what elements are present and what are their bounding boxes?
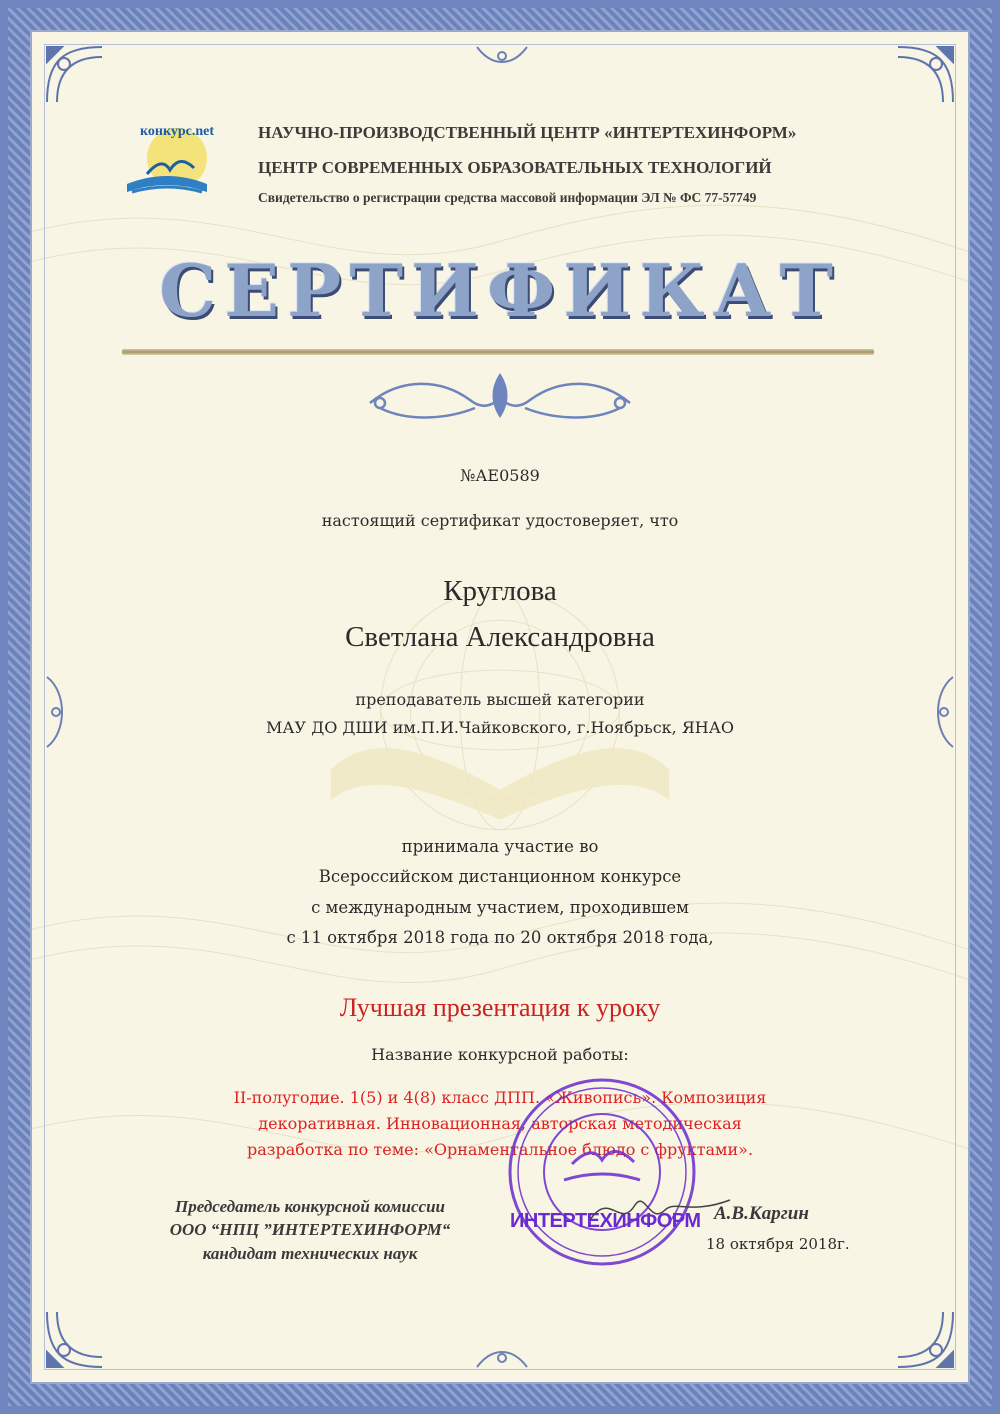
intro-text: настоящий сертификат удостоверяет, что bbox=[321, 511, 679, 530]
stamp-text: ИНТЕРТЕХИНФОРМ bbox=[510, 1210, 701, 1232]
work-label: Название конкурсной работы: bbox=[371, 1045, 629, 1064]
chair-line: ООО “НПЦ ”ИНТЕРТЕХИНФОРМ“ bbox=[169, 1220, 451, 1239]
recipient-given-names: Светлана Александровна bbox=[345, 621, 655, 653]
recipient-surname: Круглова bbox=[443, 575, 557, 607]
bottom-ornament bbox=[472, 1344, 532, 1372]
signature-date: 18 октября 2018г. bbox=[706, 1235, 850, 1253]
recipient-school: МАУ ДО ДШИ им.П.И.Чайковского, г.Ноябрьск, ЯНАО bbox=[266, 718, 734, 737]
work-title-line: разработка по теме: «Орнаментальное блюдо с фруктами». bbox=[246, 1140, 754, 1159]
side-ornament-right bbox=[928, 672, 958, 752]
participation-line: с 11 октября 2018 года по 20 октября 2018 года, bbox=[286, 928, 714, 947]
corner-ornament-bottom-right bbox=[888, 1302, 958, 1372]
participation-line: принимала участие во bbox=[401, 837, 599, 856]
logo-text: конкурс.net bbox=[140, 124, 214, 139]
side-ornament-left bbox=[42, 672, 72, 752]
nomination-title: Лучшая презентация к уроку bbox=[339, 993, 661, 1022]
logo-icon bbox=[92, 96, 242, 206]
logo bbox=[92, 96, 242, 206]
recipient-position: преподаватель высшей категории bbox=[355, 690, 645, 709]
registration-line: Свидетельство о регистрации средства массовой информации ЭЛ № ФС 77-57749 bbox=[258, 190, 757, 205]
top-ornament bbox=[472, 42, 532, 70]
participation-line: Всероссийском дистанционном конкурсе bbox=[318, 867, 682, 886]
participation-line: с международным участием, проходившем bbox=[311, 898, 689, 917]
org-name-line1: НАУЧНО-ПРОИЗВОДСТВЕННЫЙ ЦЕНТР «ИНТЕРТЕХИНФОРМ» bbox=[258, 123, 797, 142]
chair-line: кандидат технических наук bbox=[202, 1244, 418, 1263]
signer-name: А.В.Каргин bbox=[714, 1203, 809, 1224]
work-title-line: II-полугодие. 1(5) и 4(8) класс ДПП. «Живопись». Композиция bbox=[233, 1088, 767, 1107]
flourish-ornament bbox=[350, 368, 650, 428]
title-divider bbox=[122, 349, 874, 355]
official-stamp bbox=[502, 1072, 702, 1272]
certificate-number: №АЕ0589 bbox=[460, 466, 540, 485]
corner-ornament-bottom-left bbox=[42, 1302, 112, 1372]
work-title-line: декоративная. Инновационная, авторская методическая bbox=[258, 1114, 742, 1133]
org-name-line2: ЦЕНТР СОВРЕМЕННЫХ ОБРАЗОВАТЕЛЬНЫХ ТЕХНОЛОГИЙ bbox=[258, 158, 772, 177]
chair-line: Председатель конкурсной комиссии bbox=[175, 1197, 445, 1216]
certificate-title: СЕРТИФИКАТ bbox=[159, 248, 841, 333]
corner-ornament-top-right bbox=[888, 42, 958, 112]
